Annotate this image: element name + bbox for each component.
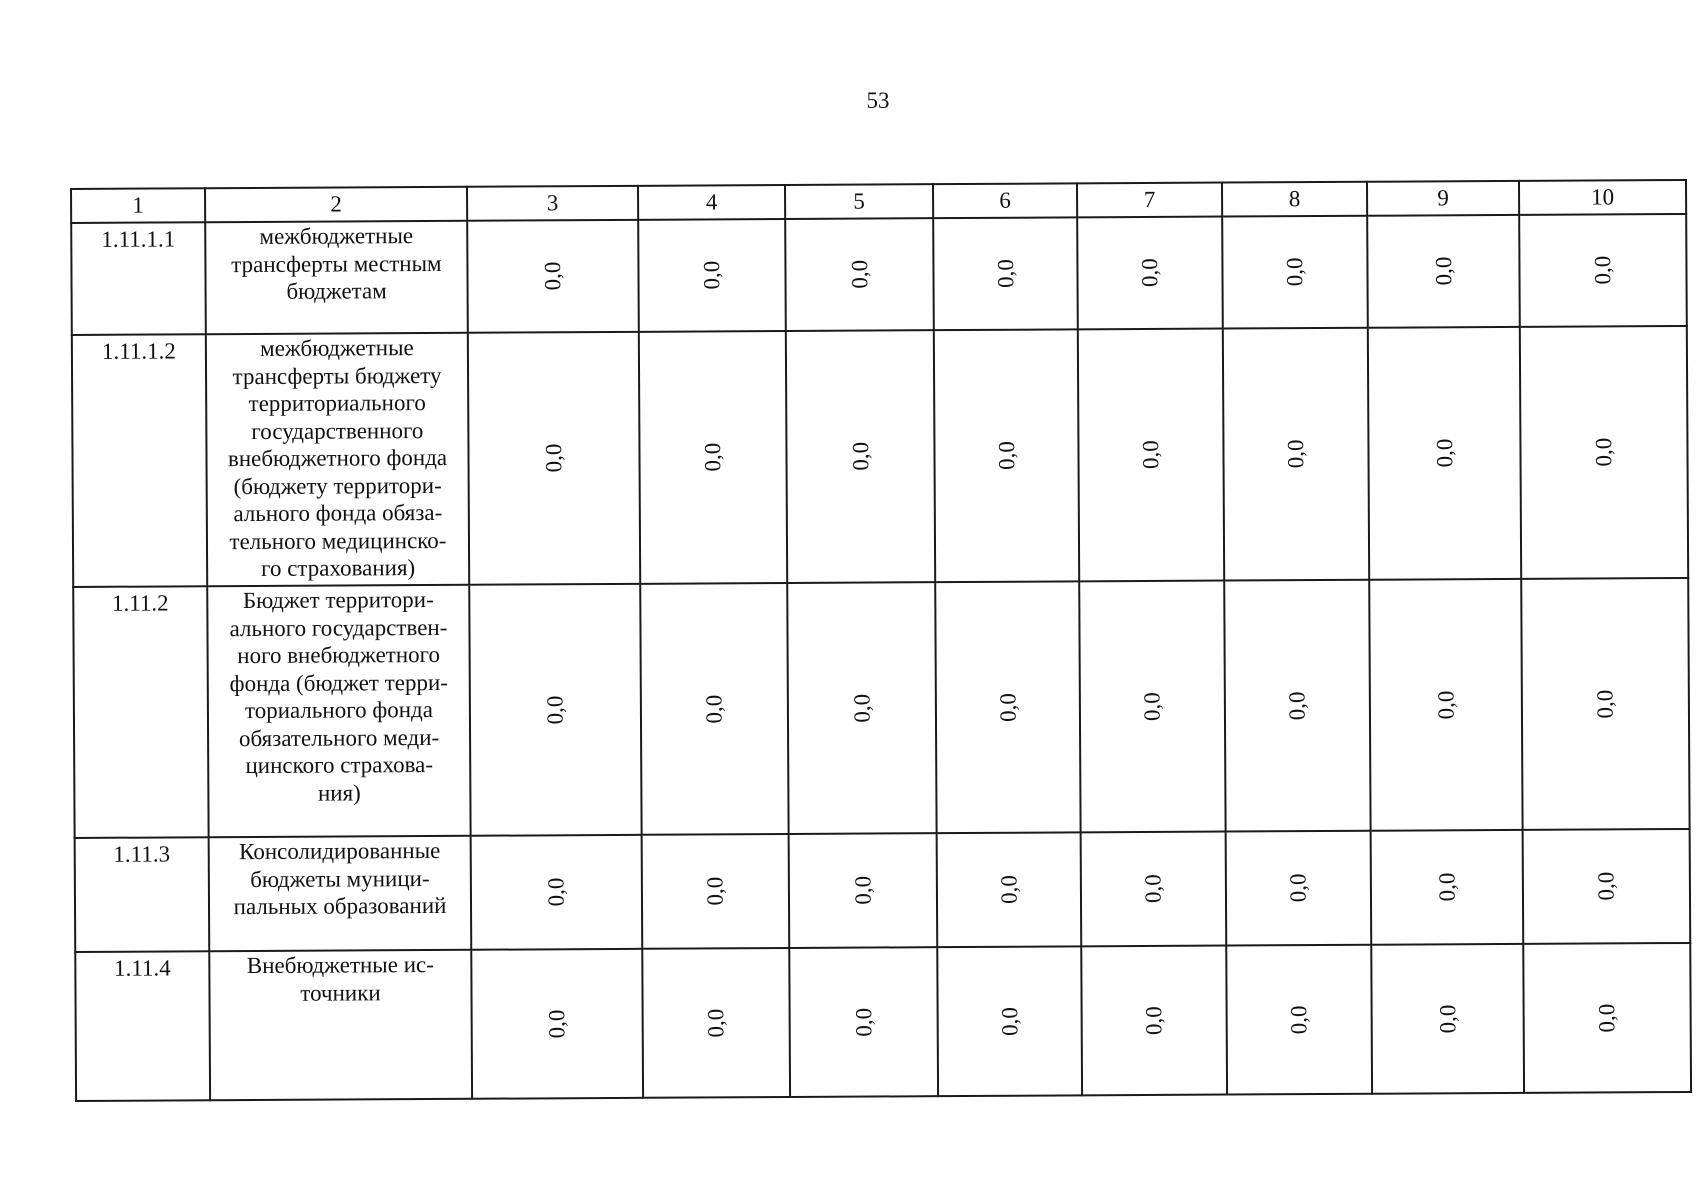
value-cell: 0,0: [699, 260, 725, 290]
value-cell: 0,0: [542, 695, 568, 725]
value-cell: 0,0: [1137, 258, 1163, 288]
value-cell: 0,0: [1138, 440, 1164, 470]
table-row: [72, 326, 1688, 587]
value-cell: 0,0: [1434, 1004, 1460, 1034]
value-cell: 0,0: [996, 875, 1022, 905]
value-cell: 0,0: [1139, 692, 1165, 721]
value-cell: 0,0: [1140, 874, 1166, 904]
value-cell: 0,0: [992, 259, 1018, 289]
column-header: 10: [1519, 180, 1686, 215]
column-header: 2: [205, 187, 467, 222]
column-header: 7: [1077, 183, 1222, 218]
value-cell: 0,0: [850, 1007, 877, 1037]
value-cell: 0,0: [846, 260, 872, 290]
table-row: [73, 578, 1689, 838]
value-cell: 0,0: [1591, 437, 1617, 467]
value-cell: 0,0: [1284, 691, 1310, 721]
value-cell: 0,0: [993, 441, 1019, 471]
column-header: 1: [71, 188, 205, 223]
value-cell: 0,0: [544, 1009, 570, 1039]
column-header: 5: [785, 184, 933, 219]
value-cell: 0,0: [995, 692, 1021, 722]
value-cell: 0,0: [702, 876, 728, 906]
value-cell: 0,0: [1283, 439, 1309, 469]
value-cell: 0,0: [1433, 690, 1459, 720]
column-header: 3: [467, 186, 638, 221]
value-cell: 0,0: [1430, 256, 1456, 286]
value-cell: 0,0: [1141, 1006, 1167, 1035]
value-cell: 0,0: [1285, 873, 1311, 903]
column-header: 9: [1367, 181, 1519, 216]
value-cell: 0,0: [1434, 872, 1460, 902]
column-header: 4: [638, 185, 785, 220]
row-code: 1.11.3: [75, 837, 210, 952]
table-row: [75, 829, 1691, 952]
table-row: [71, 214, 1687, 335]
row-name: межбюджетные трансферты бюджету территориального государственного внебюджетного фонда (бюджету территори- ального фонда обяза- тельного медицинско- го страхования): [206, 333, 469, 586]
value-cell: 0,0: [849, 693, 875, 723]
value-cell: 0,0: [1590, 255, 1616, 285]
value-cell: 0,0: [543, 877, 569, 907]
value-cell: 0,0: [1286, 1005, 1312, 1035]
value-cell: 0,0: [700, 442, 726, 472]
value-cell: 0,0: [847, 442, 873, 472]
page-number: 53: [866, 88, 890, 113]
value-cell: 0,0: [850, 876, 876, 906]
value-cell: 0,0: [703, 1008, 729, 1038]
value-cell: 0,0: [1282, 257, 1308, 287]
value-cell: 0,0: [1592, 689, 1618, 719]
value-cell: 0,0: [1593, 871, 1619, 901]
value-cell: 0,0: [701, 694, 727, 724]
row-name: Бюджет территори- ального государствен- ного внебюджетного фонда (бюджет терри- ториального фонда обязательного меди- цинского страхова- ния): [207, 585, 470, 837]
row-code: 1.11.4: [75, 951, 210, 1101]
row-code: 1.11.1.2: [72, 334, 207, 587]
budget-table: [70, 179, 1692, 1102]
row-name: Консолидированные бюджеты муници- пальных образований: [209, 836, 472, 951]
value-cell: 0,0: [540, 261, 566, 291]
value-cell: 0,0: [541, 443, 567, 473]
row-name: Внебюджетные ис- точники: [209, 950, 472, 1100]
row-code: 1.11.2: [73, 586, 208, 838]
table-row: [75, 943, 1691, 1101]
value-cell: 0,0: [1431, 438, 1457, 468]
column-header: 6: [933, 183, 1077, 218]
row-code: 1.11.1.1: [71, 222, 206, 335]
column-header: 8: [1222, 182, 1367, 217]
value-cell: 0,0: [996, 1006, 1022, 1036]
row-name: межбюджетные трансферты местным бюджетам: [205, 221, 468, 334]
value-cell: 0,0: [1594, 1003, 1620, 1033]
